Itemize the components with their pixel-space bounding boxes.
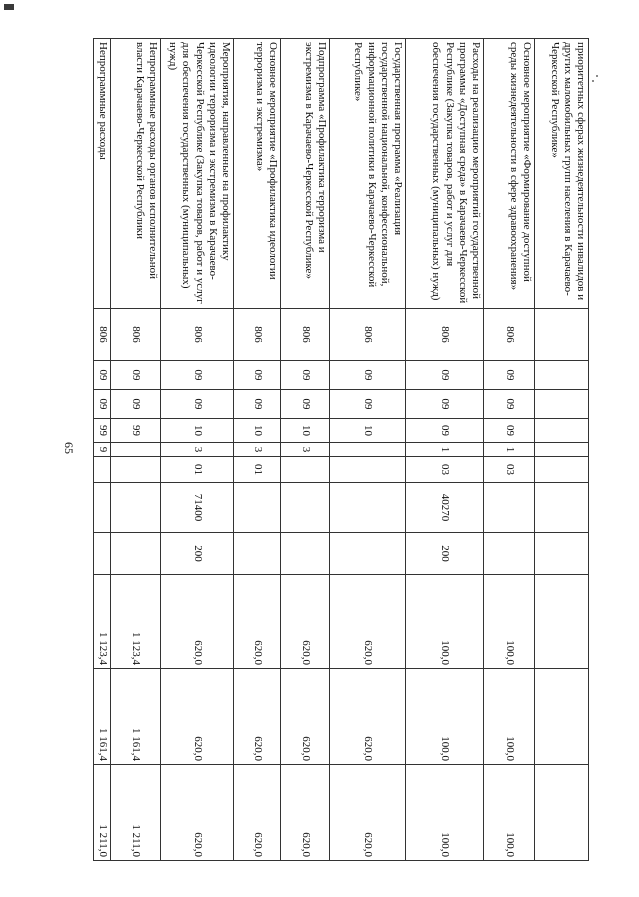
scan-speck xyxy=(592,80,594,82)
cell-subsection: 09 xyxy=(234,390,281,419)
cell-section: 09 xyxy=(484,361,535,390)
cell-ministry: 806 xyxy=(234,309,281,361)
cell-y3: 100,0 xyxy=(406,765,484,861)
cell-section: 09 xyxy=(111,361,161,390)
cell-ministry: 806 xyxy=(111,309,161,361)
cell-direction xyxy=(535,483,589,533)
cell-subsection: 09 xyxy=(111,390,161,419)
page-number: 65 xyxy=(62,442,76,454)
cell-subsection: 09 xyxy=(330,390,406,419)
cell-direction: 40270 xyxy=(406,483,484,533)
cell-subprogram: 1 xyxy=(484,443,535,457)
cell-event: 01 xyxy=(161,457,234,483)
table-row xyxy=(406,39,484,861)
cell-y2: 100,0 xyxy=(484,669,535,765)
cell-y3: 1 211,0 xyxy=(94,765,111,861)
cell-expense-type xyxy=(111,533,161,575)
cell-subprogram xyxy=(330,443,406,457)
cell-subprogram xyxy=(535,443,589,457)
cell-subsection: 09 xyxy=(484,390,535,419)
cell-y1: 620,0 xyxy=(161,575,234,669)
cell-name: Подпрограмма «Профилактика терроризма и экстремизма в Карачаево-Черкесской Республике» xyxy=(281,39,330,309)
cell-expense-type xyxy=(94,533,111,575)
cell-name: Непрограммные расходы органов исполнительной власти Карачаево-Черкесской Республики xyxy=(111,39,161,309)
cell-subprogram: 3 xyxy=(234,443,281,457)
table-row xyxy=(281,39,330,861)
cell-event xyxy=(535,457,589,483)
cell-name: Государственная программа «Реализация государственной национальной, конфессиональной, информационной политики в Карачаево-Черкесской Республике» xyxy=(330,39,406,309)
cell-y2 xyxy=(535,669,589,765)
table-row xyxy=(111,39,161,861)
cell-subsection: 09 xyxy=(161,390,234,419)
cell-section: 09 xyxy=(161,361,234,390)
cell-event: 03 xyxy=(406,457,484,483)
rotated-table-content xyxy=(96,38,589,860)
cell-y1: 1 123,4 xyxy=(111,575,161,669)
cell-y1: 1 123,4 xyxy=(94,575,111,669)
cell-section: 09 xyxy=(281,361,330,390)
cell-expense-type: 200 xyxy=(161,533,234,575)
cell-expense-type xyxy=(535,533,589,575)
cell-subsection: 09 xyxy=(94,390,111,419)
cell-y1: 100,0 xyxy=(484,575,535,669)
cell-program: 99 xyxy=(111,419,161,443)
cell-name: Мероприятия, направленные на профилактику идеологии терроризма и экстремизма в Карачаево-Черкесской Республике (Закупка товаров, работ и услуг для обеспечения государственных (муниципальных) нужд) xyxy=(161,39,234,309)
cell-subprogram: 9 xyxy=(94,443,111,457)
cell-section xyxy=(535,361,589,390)
cell-y2: 1 161,4 xyxy=(111,669,161,765)
cell-y3: 620,0 xyxy=(161,765,234,861)
cell-ministry: 806 xyxy=(406,309,484,361)
cell-y3 xyxy=(535,765,589,861)
cell-program: 10 xyxy=(161,419,234,443)
cell-program: 09 xyxy=(484,419,535,443)
cell-direction: 71400 xyxy=(161,483,234,533)
cell-expense-type xyxy=(484,533,535,575)
cell-y2: 620,0 xyxy=(234,669,281,765)
cell-y3: 1 211,0 xyxy=(111,765,161,861)
cell-name: Основное мероприятие «Формирование доступной среды жизнедеятельности в сфере здравоохранения» xyxy=(484,39,535,309)
table-row xyxy=(234,39,281,861)
table-row xyxy=(94,39,111,861)
cell-ministry xyxy=(535,309,589,361)
cell-program: 09 xyxy=(406,419,484,443)
cell-y2: 620,0 xyxy=(281,669,330,765)
cell-y3: 620,0 xyxy=(281,765,330,861)
cell-ministry: 806 xyxy=(161,309,234,361)
cell-expense-type xyxy=(281,533,330,575)
cell-section: 09 xyxy=(330,361,406,390)
budget-table xyxy=(93,38,589,861)
scan-corner-mark xyxy=(4,4,14,10)
table-row xyxy=(484,39,535,861)
cell-section: 09 xyxy=(234,361,281,390)
cell-direction xyxy=(330,483,406,533)
cell-y1: 620,0 xyxy=(330,575,406,669)
cell-y3: 620,0 xyxy=(330,765,406,861)
table-row xyxy=(330,39,406,861)
cell-direction xyxy=(281,483,330,533)
cell-y2: 620,0 xyxy=(330,669,406,765)
cell-direction xyxy=(111,483,161,533)
cell-name: приоритетных сферах жизнедеятельности инвалидов и других маломобильных групп населения в Карачаево-Черкесской Республике» xyxy=(535,39,589,309)
cell-event: 01 xyxy=(234,457,281,483)
cell-section: 09 xyxy=(406,361,484,390)
cell-name: Непрограммные расходы xyxy=(94,39,111,309)
cell-direction xyxy=(484,483,535,533)
cell-event xyxy=(330,457,406,483)
cell-program xyxy=(535,419,589,443)
cell-subprogram xyxy=(111,443,161,457)
cell-ministry: 806 xyxy=(330,309,406,361)
cell-y2: 100,0 xyxy=(406,669,484,765)
cell-y1 xyxy=(535,575,589,669)
cell-section: 09 xyxy=(94,361,111,390)
cell-subprogram: 3 xyxy=(281,443,330,457)
cell-event xyxy=(94,457,111,483)
cell-expense-type: 200 xyxy=(406,533,484,575)
cell-y2: 620,0 xyxy=(161,669,234,765)
cell-subsection: 09 xyxy=(406,390,484,419)
table-row xyxy=(161,39,234,861)
cell-ministry: 806 xyxy=(281,309,330,361)
table-body xyxy=(94,39,589,861)
cell-event xyxy=(281,457,330,483)
cell-y1: 100,0 xyxy=(406,575,484,669)
scan-speck xyxy=(596,75,598,77)
cell-y1: 620,0 xyxy=(234,575,281,669)
cell-event: 03 xyxy=(484,457,535,483)
rotated-table-frame xyxy=(96,38,589,860)
cell-y3: 100,0 xyxy=(484,765,535,861)
cell-y3: 620,0 xyxy=(234,765,281,861)
cell-program: 10 xyxy=(234,419,281,443)
cell-ministry: 806 xyxy=(484,309,535,361)
cell-expense-type xyxy=(234,533,281,575)
cell-program: 99 xyxy=(94,419,111,443)
cell-program: 10 xyxy=(330,419,406,443)
cell-y2: 1 161,4 xyxy=(94,669,111,765)
cell-subsection: 09 xyxy=(281,390,330,419)
cell-name: Расходы на реализацию мероприятий государственной программы «Доступная среда» в Карачаево-Черкесской Республике (Закупка товаров, работ и услуг для обеспечения государственных (муниципальных) нужд) xyxy=(406,39,484,309)
cell-name: Основное мероприятие «Профилактика идеологии терроризма и экстремизма» xyxy=(234,39,281,309)
cell-subprogram: 3 xyxy=(161,443,234,457)
cell-subsection xyxy=(535,390,589,419)
cell-expense-type xyxy=(330,533,406,575)
cell-direction xyxy=(94,483,111,533)
cell-program: 10 xyxy=(281,419,330,443)
table-row xyxy=(535,39,589,861)
cell-event xyxy=(111,457,161,483)
cell-direction xyxy=(234,483,281,533)
cell-ministry: 806 xyxy=(94,309,111,361)
cell-y1: 620,0 xyxy=(281,575,330,669)
cell-subprogram: 1 xyxy=(406,443,484,457)
